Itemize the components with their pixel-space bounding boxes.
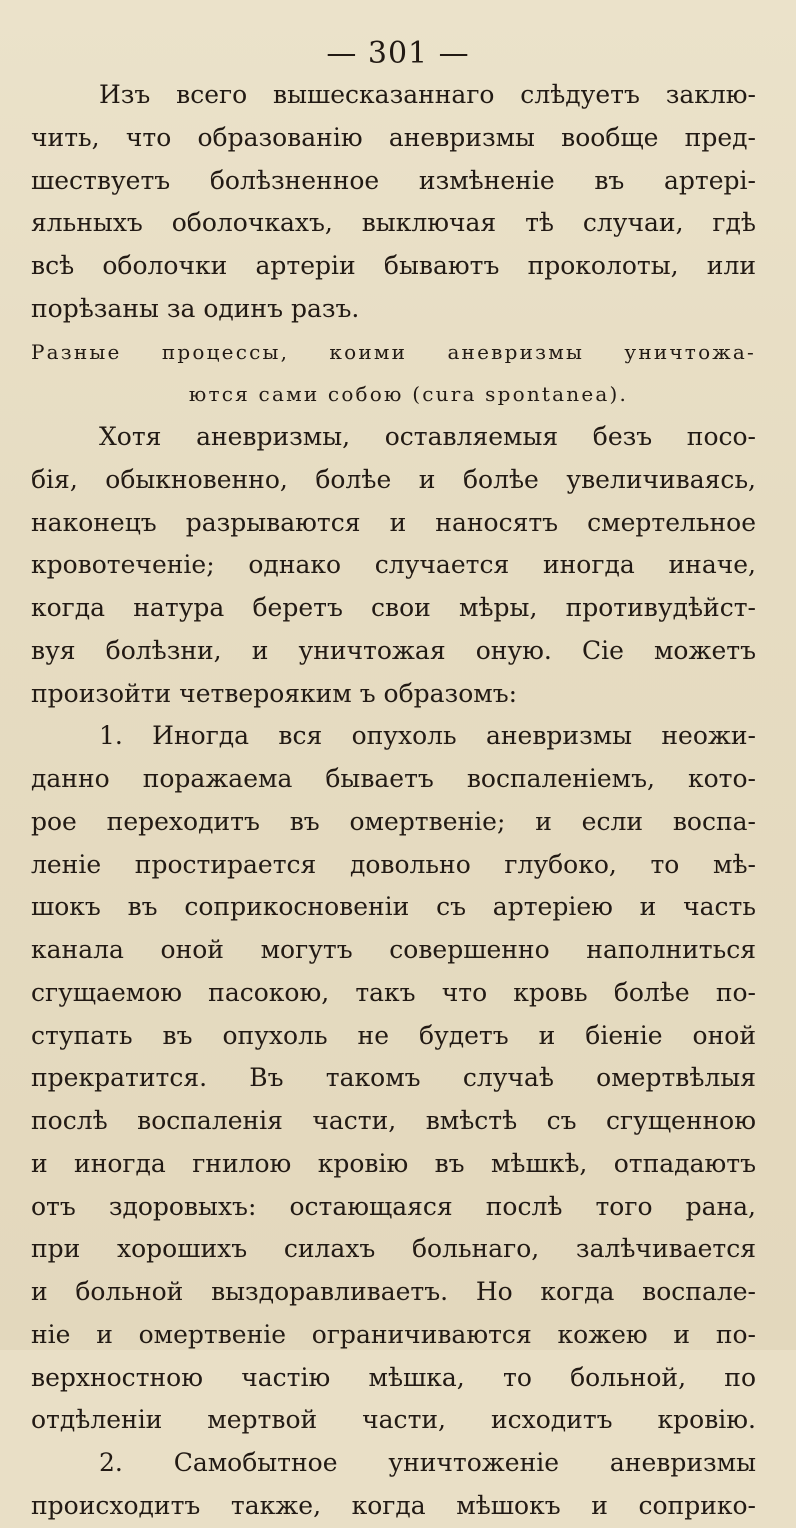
- text-line: происходитъ также, когда мѣшокъ и соприко-: [31, 1490, 756, 1520]
- text-line: сгущаемою пасокою, такъ что кровь болѣе по-: [31, 977, 756, 1007]
- text-line: Изъ всего вышесказаннаго слѣдуетъ заклю-: [99, 80, 756, 109]
- text-line: послѣ воспаленія части, вмѣстѣ съ сгущенною: [31, 1106, 756, 1135]
- text-line: бія, обыкновенно, болѣе и болѣе увеличиваясь,: [31, 464, 756, 494]
- text-line: верхностною частію мѣшка, то больной, по: [31, 1362, 756, 1392]
- text-line: когда натура беретъ свои мѣры, противудѣйст-: [31, 593, 756, 622]
- numbered-item-2: 2. Самобытное уничтоженіе аневризмы: [99, 1448, 756, 1477]
- text-line: наконецъ разрываются и наносятъ смертельное: [31, 507, 756, 537]
- text-line: отъ здоровыхъ: остающаяся послѣ того рана,: [31, 1191, 756, 1221]
- numbered-item-1: 1. Иногда вся опухоль аневризмы неожи-: [99, 721, 756, 751]
- text-line: отдѣленіи мертвой части, исходитъ кровію.: [31, 1405, 756, 1435]
- section-heading: Разные процессы, коими аневризмы уничтожа-: [31, 339, 756, 364]
- text-line: вуя болѣзни, и уничтожая оную. Сіе можетъ: [31, 635, 756, 665]
- section-heading-continued: ются сами собою (cura spontanea).: [188, 382, 629, 407]
- page-number: — 301 —: [326, 36, 470, 71]
- text-line: шествуетъ болѣзненное измѣненіе въ артері-: [31, 165, 756, 195]
- text-line: данно поражаема бываетъ воспаленіемъ, кото-: [31, 764, 756, 793]
- text-line: и иногда гнилою кровію въ мѣшкѣ, отпадаютъ: [31, 1148, 756, 1178]
- text-line: порѣзаны за одинъ разъ.: [31, 293, 360, 323]
- body-text: [31, 74, 756, 1528]
- text-line: шокъ въ соприкосновеніи съ артеріею и часть: [31, 892, 756, 922]
- text-line: кровотеченіе; однако случается иногда иначе,: [31, 550, 756, 580]
- text-line: рое переходитъ въ омертвеніе; и если воспа-: [31, 806, 756, 836]
- text-line: яльныхъ оболочкахъ, выключая тѣ случаи, гдѣ: [31, 208, 756, 238]
- text-line: и больной выздоравливаетъ. Но когда воспале-: [31, 1277, 756, 1306]
- text-line: произойти четверояким ъ образомъ:: [31, 678, 518, 708]
- text-line: при хорошихъ силахъ больнаго, залѣчивается: [31, 1234, 756, 1264]
- text-line: леніе простирается довольно глубоко, то мѣ-: [31, 849, 756, 879]
- text-line: Хотя аневризмы, оставляемыя безъ посо-: [99, 422, 756, 451]
- text-line: чить, что образованію аневризмы вообще пред-: [31, 122, 756, 152]
- text-line: ніе и омертвеніе ограничиваются кожею и по-: [31, 1319, 756, 1349]
- text-line: канала оной могутъ совершенно наполниться: [31, 935, 756, 964]
- text-line: ступать въ опухоль не будетъ и біеніе оной: [31, 1020, 756, 1050]
- text-line: всѣ оболочки артеріи бываютъ проколоты, или: [31, 251, 756, 280]
- text-line: прекратится. Въ такомъ случаѣ омертвѣлыя: [31, 1063, 756, 1093]
